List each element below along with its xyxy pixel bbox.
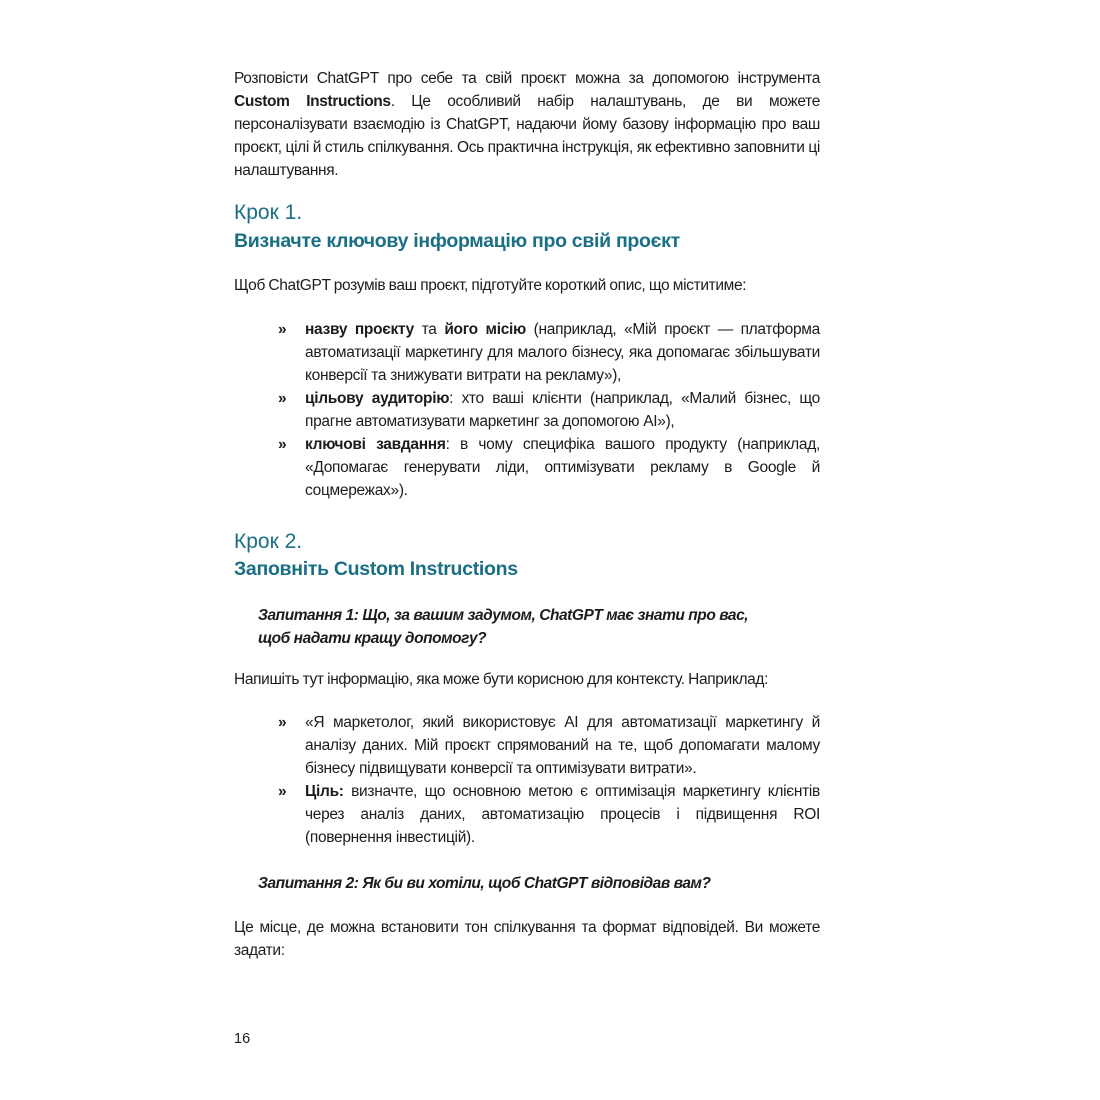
bullet-bold-term: ключові завдання	[305, 436, 446, 453]
question-1-line-2: щоб надати кращу допомогу?	[258, 630, 487, 647]
list-item	[278, 387, 820, 433]
document-page	[234, 0, 820, 1100]
bullet-text: : в чому специфіка вашого продукту (наприклад, «Допомагає генерувати ліди, оптимізувати рекламу в Google й соцмережах»).	[305, 436, 820, 499]
step2-bullet-list	[278, 711, 820, 849]
step2-lead-1: Напишіть тут інформацію, яка може бути корисною для контексту. Наприклад:	[234, 671, 769, 688]
step1-bullet-list	[278, 318, 820, 502]
step2-label: Крок 2.	[234, 530, 303, 553]
question-1-line-1: Запитання 1: Що, за вашим задумом, ChatGPT має знати про вас,	[258, 607, 749, 624]
intro-text-start: Розповісти ChatGPT про себе та свій проєкт можна за допомогою інструмента	[234, 70, 820, 87]
question-2: Запитання 2: Як би ви хотіли, щоб ChatGPT відповідав вам?	[258, 875, 711, 892]
bullet-text: визначте, що основною метою є оптимізація маркетингу клієнтів через аналіз даних, автоматизацію процесів і підвищення ROI (повернення інвестицій).	[305, 783, 820, 846]
bullet-bold-term: його місію	[444, 321, 526, 338]
list-item	[278, 711, 820, 780]
bullet-bold-term: назву проєкту	[305, 321, 414, 338]
step2-lead-2: Це місце, де можна встановити тон спілкування та формат відповідей. Ви можете задати:	[234, 919, 820, 959]
step2-title: Заповніть Custom Instructions	[234, 558, 518, 580]
bullet-marker: »	[278, 390, 287, 407]
bullet-marker: »	[278, 714, 287, 731]
bullet-bold-term: цільову аудиторію	[305, 390, 450, 407]
bullet-marker: »	[278, 783, 287, 800]
bullet-marker: »	[278, 436, 287, 453]
intro-text-end: . Це особливий набір налаштувань, де ви можете персоналізувати взаємодію із ChatGPT, надаючи йому базову інформацію про ваш проєкт, цілі й стиль спілкування. Ось практична інструкція, як ефективно заповнити ці налаштування.	[234, 93, 820, 179]
bullet-text: : хто ваші клієнти (наприклад, «Малий бізнес, що прагне автоматизувати маркетинг за допомогою AI»),	[305, 390, 820, 430]
step1-title: Визначте ключову інформацію про свій проєкт	[234, 230, 680, 252]
step1-label: Крок 1.	[234, 201, 303, 224]
page-number: 16	[234, 1031, 251, 1047]
bullet-text: (наприклад, «Мій проєкт — платформа автоматизації маркетингу для малого бізнесу, яка допомагає збільшувати конверсії та знижувати витрати на рекламу»),	[305, 321, 820, 384]
list-item	[278, 433, 820, 502]
intro-paragraph	[234, 67, 820, 182]
step1-lead: Щоб ChatGPT розумів ваш проєкт, підготуйте короткий опис, що міститиме:	[234, 277, 747, 294]
bullet-connector: та	[413, 321, 445, 338]
list-item	[278, 780, 820, 849]
bullet-bold-term: Ціль:	[305, 783, 344, 800]
bullet-text: «Я маркетолог, який використовує AI для автоматизації маркетингу й аналізу даних. Мій проєкт спрямований на те, щоб допомагати малому бізнесу підвищувати конверсії та оптимізувати витрати».	[305, 714, 820, 777]
question-1	[258, 604, 818, 650]
intro-bold-term: Custom Instructions	[234, 93, 391, 110]
bullet-marker: »	[278, 321, 287, 338]
list-item	[278, 318, 820, 387]
